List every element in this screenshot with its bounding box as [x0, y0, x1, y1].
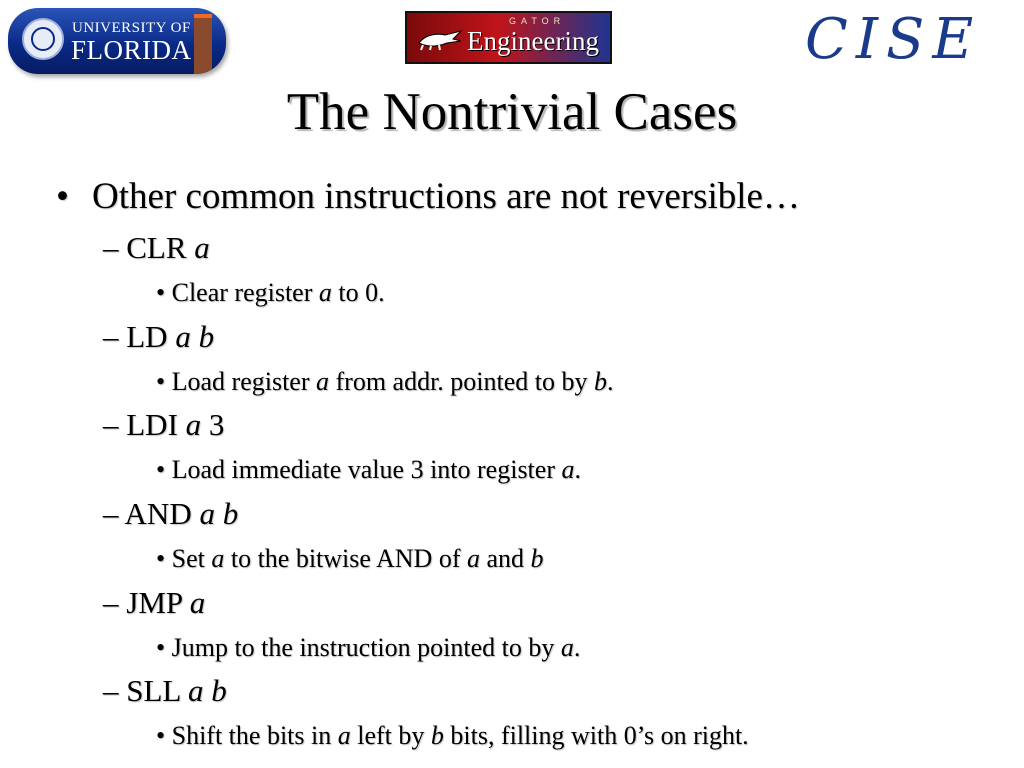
description-ldi: • Load immediate value 3 into register a. [156, 455, 581, 484]
cise-logo: CISE [805, 7, 982, 72]
bullet-marker: • [156, 455, 166, 484]
slide-title: The Nontrivial Cases [286, 83, 738, 141]
description-sll: • Shift the bits in a left by b bits, filling with 0’s on right. [156, 721, 749, 750]
gator-engineering-logo [405, 11, 612, 64]
instruction-operand: a [194, 230, 210, 265]
uf-logo-line1: UNIVERSITY OF [72, 20, 191, 36]
description-and: • Set a to the bitwise AND of a and b [156, 544, 544, 573]
description-clr: • Clear register a to 0. [156, 278, 385, 307]
gator-logo-small-text: GATOR [509, 16, 566, 26]
description-jmp: • Jump to the instruction pointed to by a. [156, 633, 581, 662]
instruction-op: AND [124, 496, 192, 531]
gator-logo-main-text: Engineering [467, 26, 599, 56]
bullet-marker: • [156, 633, 166, 662]
dash-marker: – [103, 319, 119, 354]
instruction-op: CLR [126, 230, 187, 265]
instruction-operand: a b [175, 319, 215, 354]
instruction-op: JMP [126, 585, 182, 620]
bullet-marker: • [156, 278, 166, 307]
dash-marker: – [103, 407, 119, 442]
uf-seal-icon [22, 18, 64, 60]
instruction-clr [103, 229, 210, 267]
instruction-immediate: 3 [208, 407, 225, 442]
bullet-marker: • [156, 367, 166, 396]
dash-marker: – [103, 585, 119, 620]
instruction-operand: a b [187, 673, 227, 708]
bullet-marker: • [56, 176, 69, 217]
bullet-marker: • [156, 721, 166, 750]
instruction-op: LD [126, 319, 168, 354]
instruction-op: LDI [126, 407, 178, 442]
instruction-operand: a [189, 585, 206, 620]
uf-logo-line2: FLORIDA [71, 35, 192, 65]
gator-icon [417, 25, 463, 51]
century-tower-icon [194, 14, 212, 74]
instruction-ldi [103, 406, 224, 444]
dash-marker: – [103, 230, 119, 265]
dash-marker: – [103, 496, 119, 531]
instruction-operand: a [185, 407, 202, 442]
description-ld: • Load register a from addr. pointed to by b. [156, 367, 614, 396]
instruction-operand: a b [199, 496, 239, 531]
instruction-sll [103, 672, 227, 710]
dash-marker: – [103, 673, 119, 708]
instruction-and [103, 495, 238, 533]
instruction-ld [103, 318, 214, 356]
instruction-op: SLL [126, 673, 181, 708]
university-of-florida-logo [8, 8, 226, 74]
bullet-marker: • [156, 544, 166, 573]
bullet-intro-text: Other common instructions are not reversible… [92, 176, 800, 217]
instruction-jmp [103, 584, 205, 622]
